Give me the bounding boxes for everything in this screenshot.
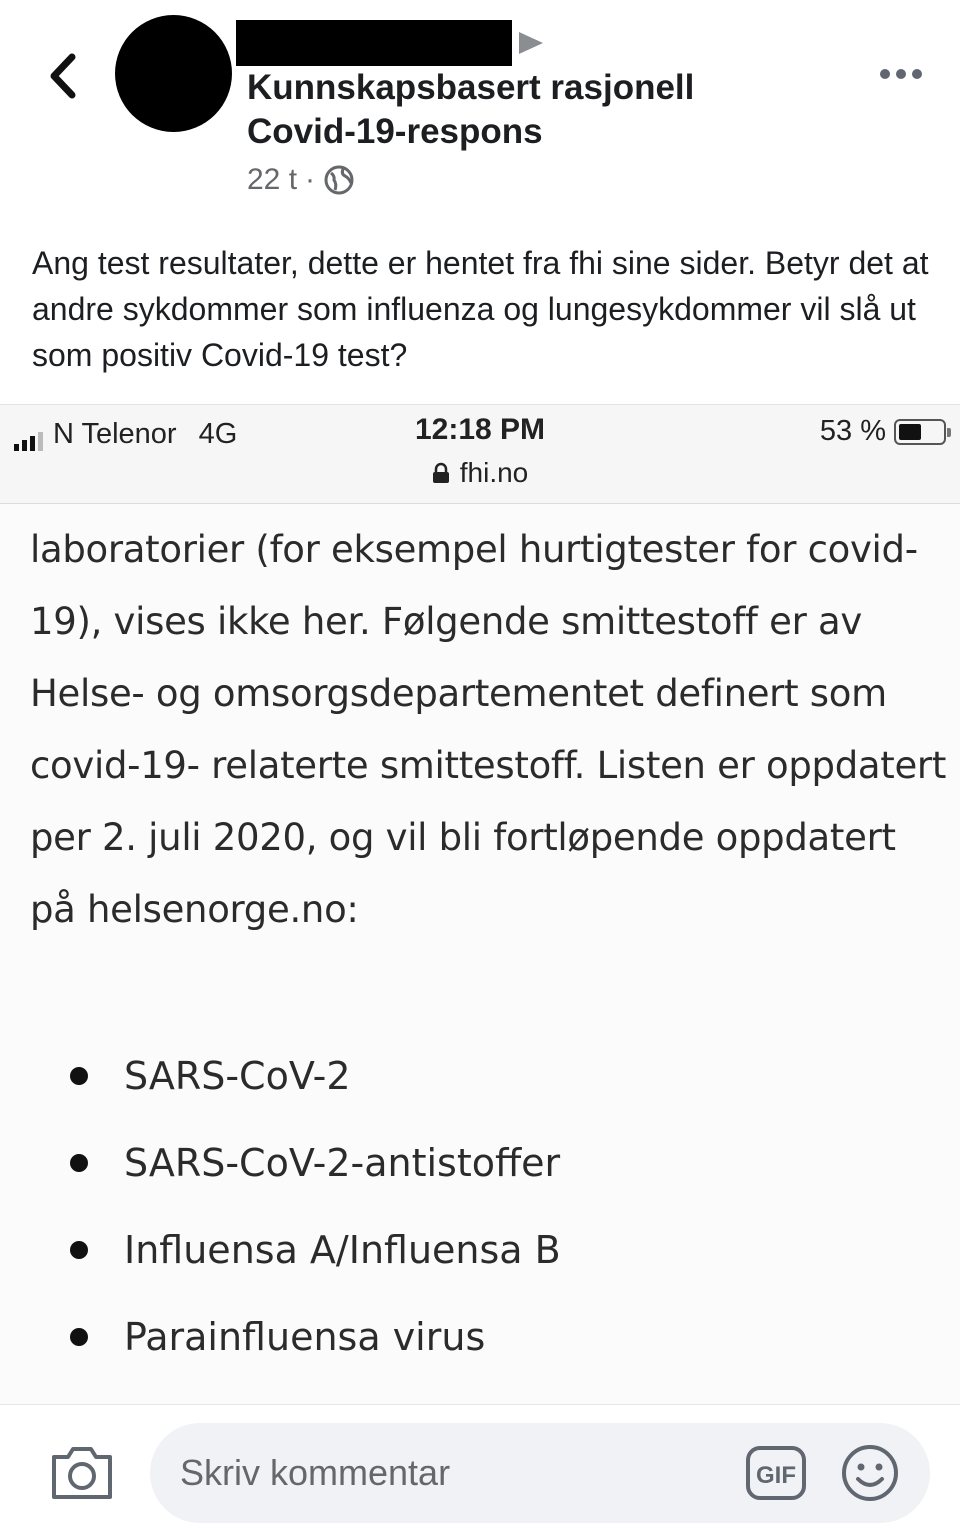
more-horizontal-icon <box>879 68 923 80</box>
battery-icon <box>894 419 946 445</box>
globe-icon <box>323 164 355 196</box>
list-item <box>70 1206 561 1293</box>
list-item-label: SARS-CoV-2 <box>124 1053 351 1098</box>
list-item-label: Influensa A/Influensa B <box>124 1227 561 1272</box>
list-item <box>70 1032 561 1119</box>
list-item <box>70 1119 561 1206</box>
meta-separator: · <box>305 163 316 196</box>
back-button[interactable] <box>38 48 88 104</box>
bullet-icon <box>70 1241 88 1259</box>
list-item-label: SARS-CoV-2-antistoffer <box>124 1140 561 1185</box>
post-header <box>0 0 960 215</box>
article-text: laboratorier (for eksempel hurtigtester for covid-19), vises ikke her. Følgende smittestoff er av Helse- og omsorgsdepartementet definert som covid-19- relaterte smittestoff. Listen er oppdatert per 2. juli 2020, og vil bli fortløpende oppdatert på helsenorge.no: <box>30 528 947 931</box>
list-item <box>70 1293 561 1380</box>
battery-percent: 53 % <box>819 415 886 447</box>
group-name[interactable]: Kunnskapsbasert rasjonell Covid-19-respons <box>247 68 695 151</box>
status-time: 12:18 PM <box>414 413 546 446</box>
chevron-left-icon <box>48 53 78 99</box>
post-text: Ang test resultater, dette er hentet fra fhi sine sider. Betyr det at andre sykdommer som influenza og lungesykdommer vil slå ut som positiv Covid-19 test? <box>32 245 929 373</box>
phone-status-bar <box>0 404 960 504</box>
camera-icon <box>48 1441 116 1503</box>
emoji-icon <box>840 1443 900 1503</box>
redacted-author-name[interactable] <box>236 20 512 66</box>
play-arrow-icon <box>517 30 545 56</box>
gif-icon <box>745 1445 807 1501</box>
url-bar <box>0 457 960 489</box>
camera-button[interactable] <box>48 1441 116 1503</box>
battery-fill <box>899 424 921 440</box>
attached-screenshot[interactable] <box>0 404 960 1404</box>
gif-label: GIF <box>756 1462 796 1489</box>
carrier-name: N Telenor <box>53 418 177 450</box>
more-options-button[interactable] <box>872 58 930 90</box>
bullet-icon <box>70 1067 88 1085</box>
pathogen-list <box>70 1032 561 1380</box>
emoji-button[interactable] <box>840 1443 900 1503</box>
lock-icon <box>432 462 450 484</box>
list-item-label: Parainfluensa virus <box>124 1314 486 1359</box>
status-right <box>820 415 946 448</box>
comment-bar <box>0 1404 960 1534</box>
url-text: fhi.no <box>459 457 529 488</box>
comment-input[interactable] <box>150 1423 930 1523</box>
bullet-icon <box>70 1328 88 1346</box>
post-time[interactable]: 22 t <box>247 163 298 196</box>
post-meta <box>247 160 355 200</box>
bullet-icon <box>70 1154 88 1172</box>
avatar[interactable] <box>115 15 232 132</box>
network-type: 4G <box>198 418 238 450</box>
gif-button[interactable] <box>745 1445 807 1501</box>
